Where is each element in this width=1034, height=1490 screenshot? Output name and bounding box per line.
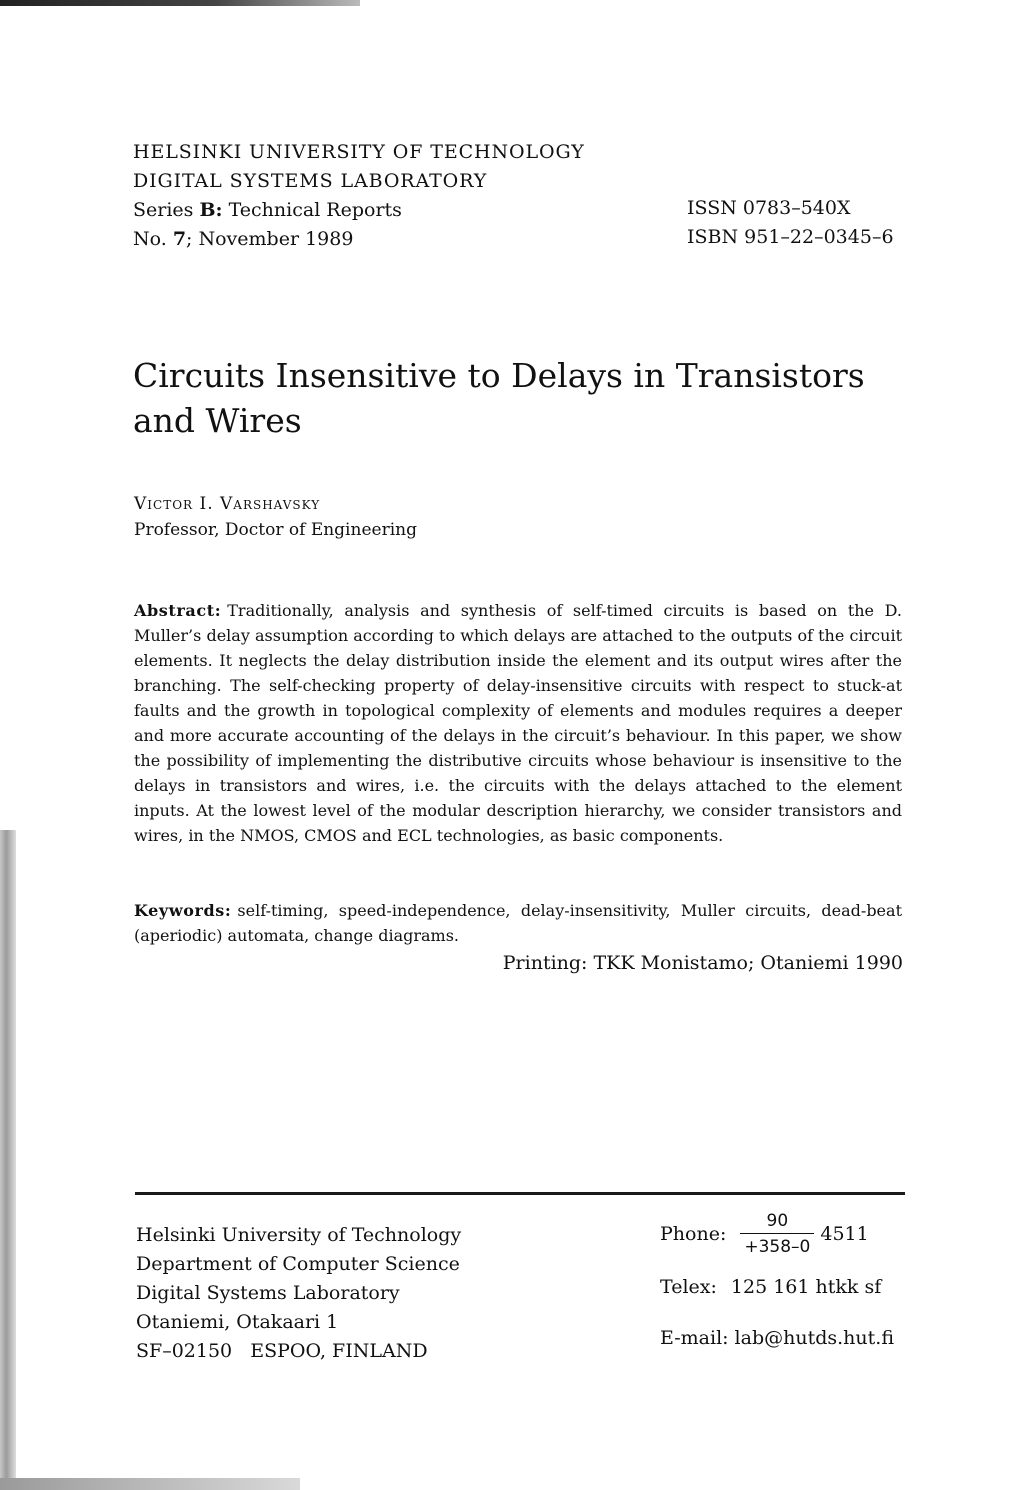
address-line: SF–02150 ESPOO, FINLAND bbox=[136, 1340, 428, 1362]
phone-row bbox=[660, 1206, 920, 1262]
phone-prefix-domestic: 90 bbox=[766, 1210, 789, 1231]
telex-label: Telex: bbox=[660, 1276, 717, 1298]
series-letter: B: bbox=[199, 199, 223, 221]
telex-row bbox=[660, 1276, 920, 1298]
abstract bbox=[134, 598, 902, 848]
email-row bbox=[660, 1327, 920, 1349]
address-block bbox=[136, 1221, 461, 1366]
report-date: ; November 1989 bbox=[186, 228, 354, 250]
phone-prefix-international: +358–0 bbox=[744, 1237, 811, 1258]
address-line: Digital Systems Laboratory bbox=[136, 1282, 400, 1304]
series-prefix: Series bbox=[133, 199, 200, 221]
abstract-text: Traditionally, analysis and synthesis of self-timed circuits is based on the D. Muller’s delay assumption according to which delays are attached to the outputs of the circuit elements. It neglects the delay distribution inside the element and its output wires after the branching. The self-checking property of delay-insensitive circuits with respect to stuck-at faults and the growth in topological complexity of elements and modules requires a deeper and more accurate accounting of the delays in the circuit’s behaviour. In this paper, we show the possibility of implementing the distributive circuits whose behaviour is insensitive to the delays in transistors and wires, i.e. the circuits with the delays attached to the element inputs. At the lowest level of the modular description hierarchy, we consider transistors and wires, in the NMOS, CMOS and ECL technologies, as basic components. bbox=[134, 601, 902, 845]
author-affiliation: Professor, Doctor of Engineering bbox=[134, 520, 417, 540]
identifiers bbox=[687, 194, 894, 252]
paper-title: Circuits Insensitive to Delays in Transistors and Wires bbox=[133, 356, 865, 440]
author-name: Victor I. Varshavsky bbox=[134, 494, 321, 514]
report-number-prefix: No. bbox=[133, 228, 173, 250]
footer-divider bbox=[135, 1192, 905, 1195]
university-name: HELSINKI UNIVERSITY OF TECHNOLOGY bbox=[133, 141, 585, 163]
scan-edge-bottom bbox=[0, 1478, 300, 1490]
address-line: Helsinki University of Technology bbox=[136, 1224, 462, 1246]
contact-block bbox=[660, 1206, 920, 1349]
keywords bbox=[134, 898, 902, 948]
keywords-label: Keywords: bbox=[134, 901, 232, 920]
printing-info: Printing: TKK Monistamo; Otaniemi 1990 bbox=[502, 952, 903, 974]
address-line: Department of Computer Science bbox=[136, 1253, 460, 1275]
phone-number: 4511 bbox=[820, 1223, 869, 1245]
scan-edge-left bbox=[0, 830, 16, 1490]
report-number: 7 bbox=[172, 228, 187, 250]
issn: ISSN 0783–540X bbox=[687, 197, 851, 219]
keywords-text: self-timing, speed-independence, delay-insensitivity, Muller circuits, dead-beat (aperiodic) automata, change diagrams. bbox=[134, 901, 902, 945]
report-header bbox=[133, 138, 585, 254]
telex-value: 125 161 htkk sf bbox=[730, 1276, 882, 1298]
email-label: E-mail: bbox=[660, 1327, 729, 1349]
isbn: ISBN 951–22–0345–6 bbox=[687, 226, 894, 248]
address-line: Otaniemi, Otakaari 1 bbox=[136, 1311, 339, 1333]
phone-label: Phone: bbox=[660, 1223, 727, 1245]
email-address[interactable]: lab@hutds.hut.fi bbox=[734, 1327, 894, 1349]
phone-prefix-fraction bbox=[740, 1211, 814, 1258]
abstract-label: Abstract: bbox=[134, 601, 222, 620]
report-number-line bbox=[133, 225, 585, 254]
author-block bbox=[134, 491, 417, 543]
series-line bbox=[133, 196, 585, 225]
scan-edge-top bbox=[0, 0, 360, 6]
laboratory-name: DIGITAL SYSTEMS LABORATORY bbox=[133, 170, 488, 192]
series-name: Technical Reports bbox=[222, 199, 402, 221]
